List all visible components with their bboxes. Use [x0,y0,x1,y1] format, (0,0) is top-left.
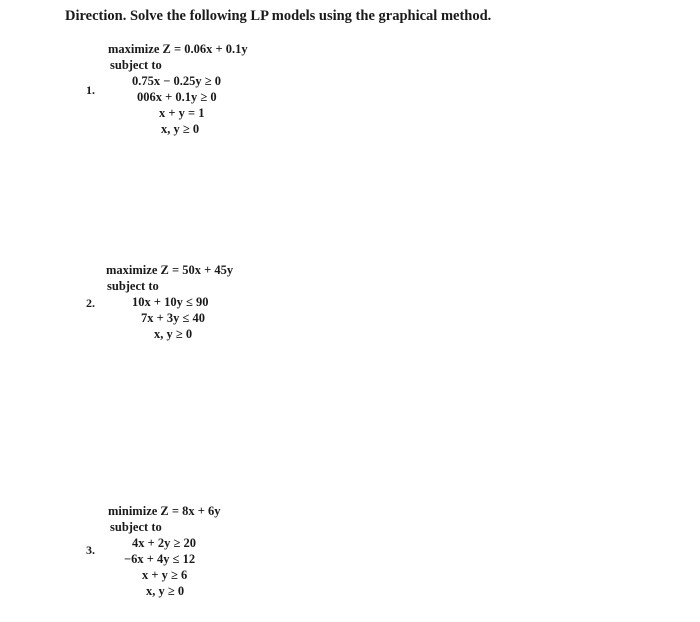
constraint: 4x + 2y ≥ 20 [132,536,196,550]
constraint: x, y ≥ 0 [146,584,185,598]
problem-number: 2. [86,296,95,310]
constraint: x + y = 1 [159,106,205,120]
constraint: x + y ≥ 6 [142,568,188,582]
constraint: 7x + 3y ≤ 40 [141,311,205,325]
constraint: −6x + 4y ≤ 12 [124,552,196,566]
constraint: x, y ≥ 0 [161,122,200,136]
objective-function: maximize Z = 50x + 45y [106,263,234,277]
constraint: 006x + 0.1y ≥ 0 [137,90,217,104]
problem-number: 3. [86,543,95,557]
problem-number: 1. [86,83,95,97]
constraint: 10x + 10y ≤ 90 [132,295,209,309]
constraint: 0.75x − 0.25y ≥ 0 [132,74,221,88]
subject-to-label: subject to [107,279,159,293]
subject-to-label: subject to [110,58,162,72]
direction-heading: Direction. Solve the following LP models using the graphical method. [65,8,492,24]
subject-to-label: subject to [110,520,162,534]
objective-function: minimize Z = 8x + 6y [108,504,221,518]
objective-function: maximize Z = 0.06x + 0.1y [108,42,248,56]
constraint: x, y ≥ 0 [154,327,193,341]
